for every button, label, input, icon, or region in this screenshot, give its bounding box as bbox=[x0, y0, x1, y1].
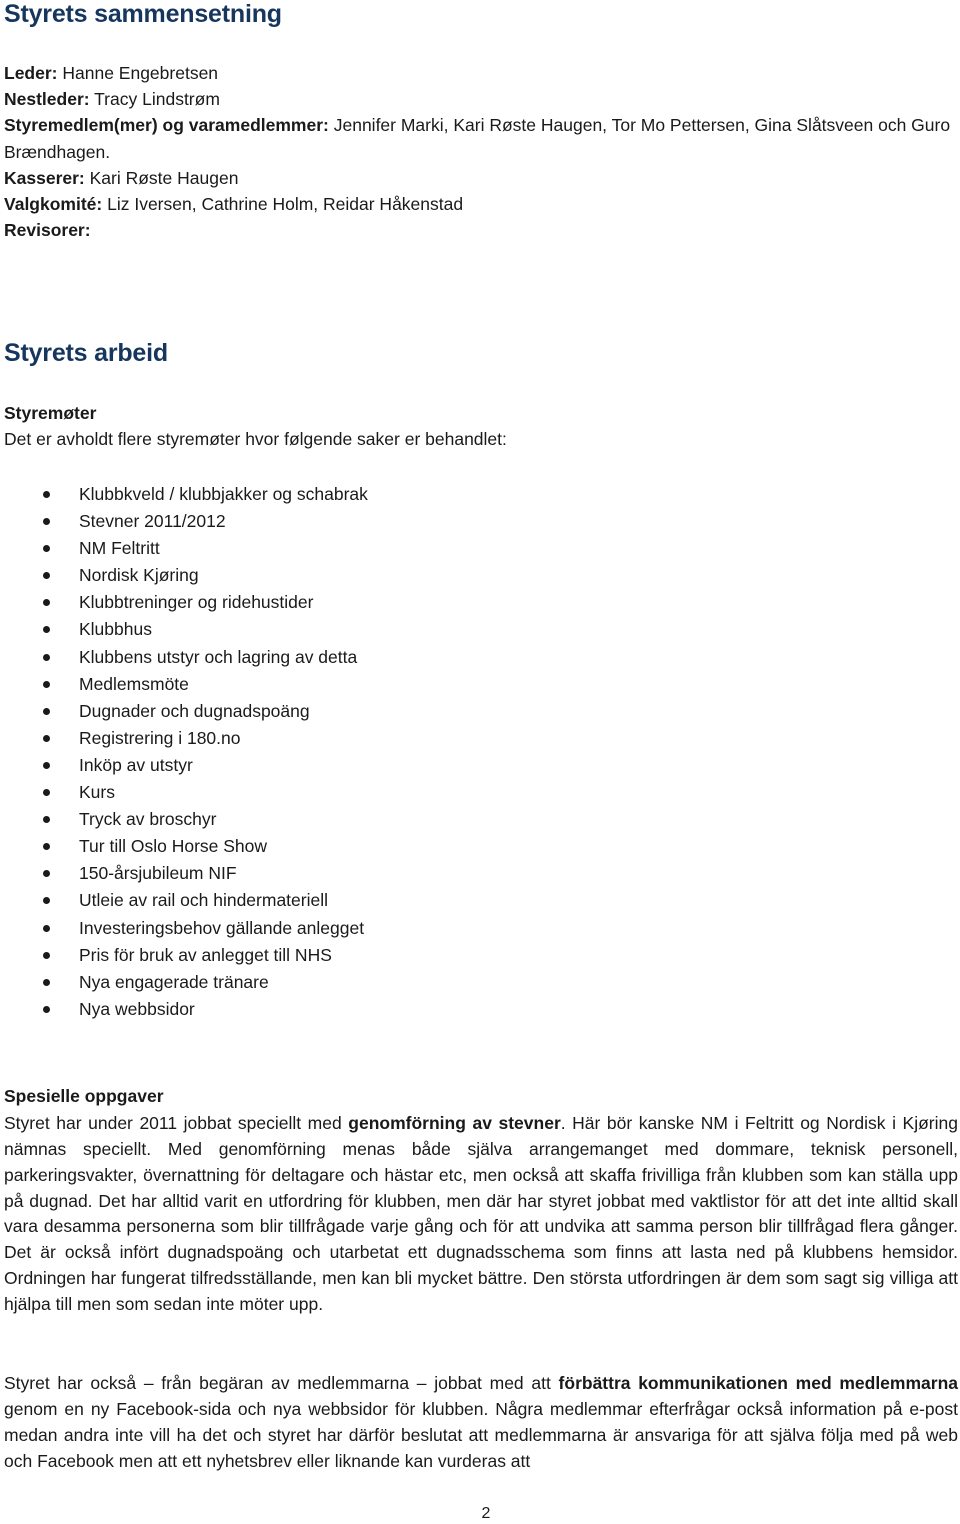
list-item-text: Inköp av utstyr bbox=[79, 754, 193, 775]
deputy-line bbox=[4, 86, 956, 112]
bullet-icon bbox=[43, 762, 50, 769]
list-item bbox=[0, 860, 368, 887]
list-item-text: Medlemsmöte bbox=[79, 673, 189, 694]
treasurer-line bbox=[4, 165, 956, 191]
auditors-label: Revisorer: bbox=[4, 220, 91, 241]
list-item-text: Klubbkveld / klubbjakker og schabrak bbox=[79, 484, 368, 504]
list-item bbox=[0, 589, 368, 616]
list-item-text: Tryck av broschyr bbox=[79, 809, 217, 830]
bullet-icon bbox=[43, 979, 50, 986]
meetings-intro: Det er avholdt flere styremøter hvor følgende saker er behandlet: bbox=[4, 429, 507, 449]
agenda-list bbox=[0, 481, 368, 1023]
list-item-text: 150-årsjubileum NIF bbox=[79, 863, 237, 884]
bullet-icon bbox=[43, 572, 50, 579]
list-item bbox=[0, 644, 368, 671]
list-item bbox=[0, 725, 368, 752]
list-item bbox=[0, 616, 368, 643]
list-item-text: Nya engagerade tränare bbox=[79, 971, 269, 992]
list-item bbox=[0, 508, 368, 535]
p1-text-a: Styret har under 2011 jobbat speciellt med bbox=[4, 1113, 349, 1133]
list-item-text: Nya webbsidor bbox=[79, 998, 195, 1019]
bullet-icon bbox=[43, 626, 50, 633]
list-item bbox=[0, 942, 368, 969]
special-heading: Spesielle oppgaver bbox=[4, 1086, 164, 1106]
leader-value: Hanne Engebretsen bbox=[62, 63, 219, 83]
list-item bbox=[0, 481, 368, 508]
bullet-icon bbox=[43, 816, 50, 823]
list-item-text: Nordisk Kjøring bbox=[79, 565, 199, 586]
bullet-icon bbox=[43, 897, 50, 904]
leader-label: Leder: bbox=[4, 63, 58, 83]
list-item-text: Stevner 2011/2012 bbox=[79, 511, 226, 532]
bullet-icon bbox=[43, 491, 50, 498]
members-line bbox=[4, 112, 956, 164]
list-item bbox=[0, 806, 368, 833]
bullet-icon bbox=[43, 1006, 50, 1013]
bullet-icon bbox=[43, 545, 50, 552]
bullet-icon bbox=[43, 735, 50, 742]
list-item bbox=[0, 833, 368, 860]
bullet-icon bbox=[43, 708, 50, 715]
bullet-icon bbox=[43, 789, 50, 796]
list-item-text: Investeringsbehov gällande anlegget bbox=[79, 917, 365, 938]
list-item bbox=[0, 535, 368, 562]
bullet-icon bbox=[43, 654, 50, 661]
treasurer-value: Kari Røste Haugen bbox=[89, 167, 239, 188]
p1-text-bold: genomförning av stevner bbox=[348, 1113, 561, 1133]
bullet-icon bbox=[43, 843, 50, 850]
list-item-text: Kurs bbox=[79, 782, 115, 803]
leader-line bbox=[4, 60, 956, 86]
nomination-value: Liz Iversen, Cathrine Holm, Reidar Håkenstad bbox=[107, 194, 464, 215]
composition-heading: Styrets sammensetning bbox=[4, 0, 282, 28]
nomination-label: Valgkomité: bbox=[4, 194, 103, 215]
meetings-heading: Styremøter bbox=[4, 403, 97, 423]
bullet-icon bbox=[43, 952, 50, 959]
list-item-text: Klubbens utstyr och lagring av detta bbox=[79, 646, 358, 667]
list-item bbox=[0, 698, 368, 725]
list-item-text: Registrering i 180.no bbox=[79, 727, 241, 748]
deputy-label: Nestleder: bbox=[4, 89, 90, 110]
deputy-value: Tracy Lindstrøm bbox=[94, 89, 220, 110]
list-item bbox=[0, 996, 368, 1023]
list-item bbox=[0, 887, 368, 914]
bullet-icon bbox=[43, 681, 50, 688]
list-item bbox=[0, 779, 368, 806]
p2-text-c: genom en ny Facebook-sida och nya webbsidor för klubben. Några medlemmar efterfrågar också information på e-post medan andra inte vill ha det och styret har därför beslutat att medlemmarna är ansvariga för att själva följa med på web och Facebook men att ett nyhetsbrev eller liknande kan vurderas att bbox=[4, 1398, 958, 1471]
list-item bbox=[0, 915, 368, 942]
bullet-icon bbox=[43, 518, 50, 525]
treasurer-label: Kasserer: bbox=[4, 167, 85, 188]
p1-text-c: . Här bör kanske NM i Feltritt og Nordisk i Kjøring nämnas speciellt. Med genomförning menas både själva arrangemanget med dommare, teknisk personell, parkeringsvakter, övernattning för deltagare och hästar etc, men också att skaffa frivilliga från klubben som kan ställa upp på dugnad. Det har alltid varit en utfordring för klubben, men där har styret jobbat med vaktlistor för att det inte alltid skall vara desamma personerna som blir tillfrågade varje gång och för att undvika att samma person blir tillfrågad flera gånger. Det är också infört dugnadspoäng och utarbetat ett dugnadsschema som finns att lasta ned på klubbens hemsidor. Ordningen har fungerat tilfredsställande, men kan bli mycket bättre. Den största utfordringen är dem som sagt sig villiga att hjälpa till men som sedan inte möter upp. bbox=[4, 1113, 958, 1314]
composition-block bbox=[4, 60, 956, 243]
list-item-text: Klubbtreninger og ridehustider bbox=[79, 592, 314, 613]
list-item bbox=[0, 752, 368, 779]
page-number: 2 bbox=[481, 1505, 491, 1522]
nomination-line bbox=[4, 191, 956, 217]
p2-text-bold: förbättra kommunikationen med medlemmarna bbox=[558, 1373, 958, 1393]
list-item-text: NM Feltritt bbox=[79, 538, 160, 559]
members-value: Jennifer Marki, Kari Røste Haugen, Tor Mo Pettersen, Gina Slåtsveen och Guro Brændhagen. bbox=[4, 115, 951, 162]
bullet-icon bbox=[43, 599, 50, 606]
list-item-text: Tur till Oslo Horse Show bbox=[79, 836, 268, 857]
bullet-icon bbox=[43, 870, 50, 877]
list-item-text: Pris för bruk av anlegget till NHS bbox=[79, 944, 332, 965]
list-item bbox=[0, 969, 368, 996]
list-item-text: Utleie av rail och hindermateriell bbox=[79, 890, 328, 911]
list-item bbox=[0, 671, 368, 698]
special-paragraph-2 bbox=[4, 1371, 958, 1474]
members-label: Styremedlem(mer) og varamedlemmer: bbox=[4, 115, 329, 136]
special-paragraph-1 bbox=[4, 1111, 958, 1318]
work-heading: Styrets arbeid bbox=[4, 339, 168, 367]
p2-text-a: Styret har också – från begäran av medlemmarna – jobbat med att bbox=[4, 1373, 559, 1393]
auditors-line bbox=[4, 217, 956, 243]
list-item-text: Klubbhus bbox=[79, 619, 152, 640]
list-item-text: Dugnader och dugnadspoäng bbox=[79, 700, 310, 721]
list-item bbox=[0, 562, 368, 589]
bullet-icon bbox=[43, 925, 50, 932]
